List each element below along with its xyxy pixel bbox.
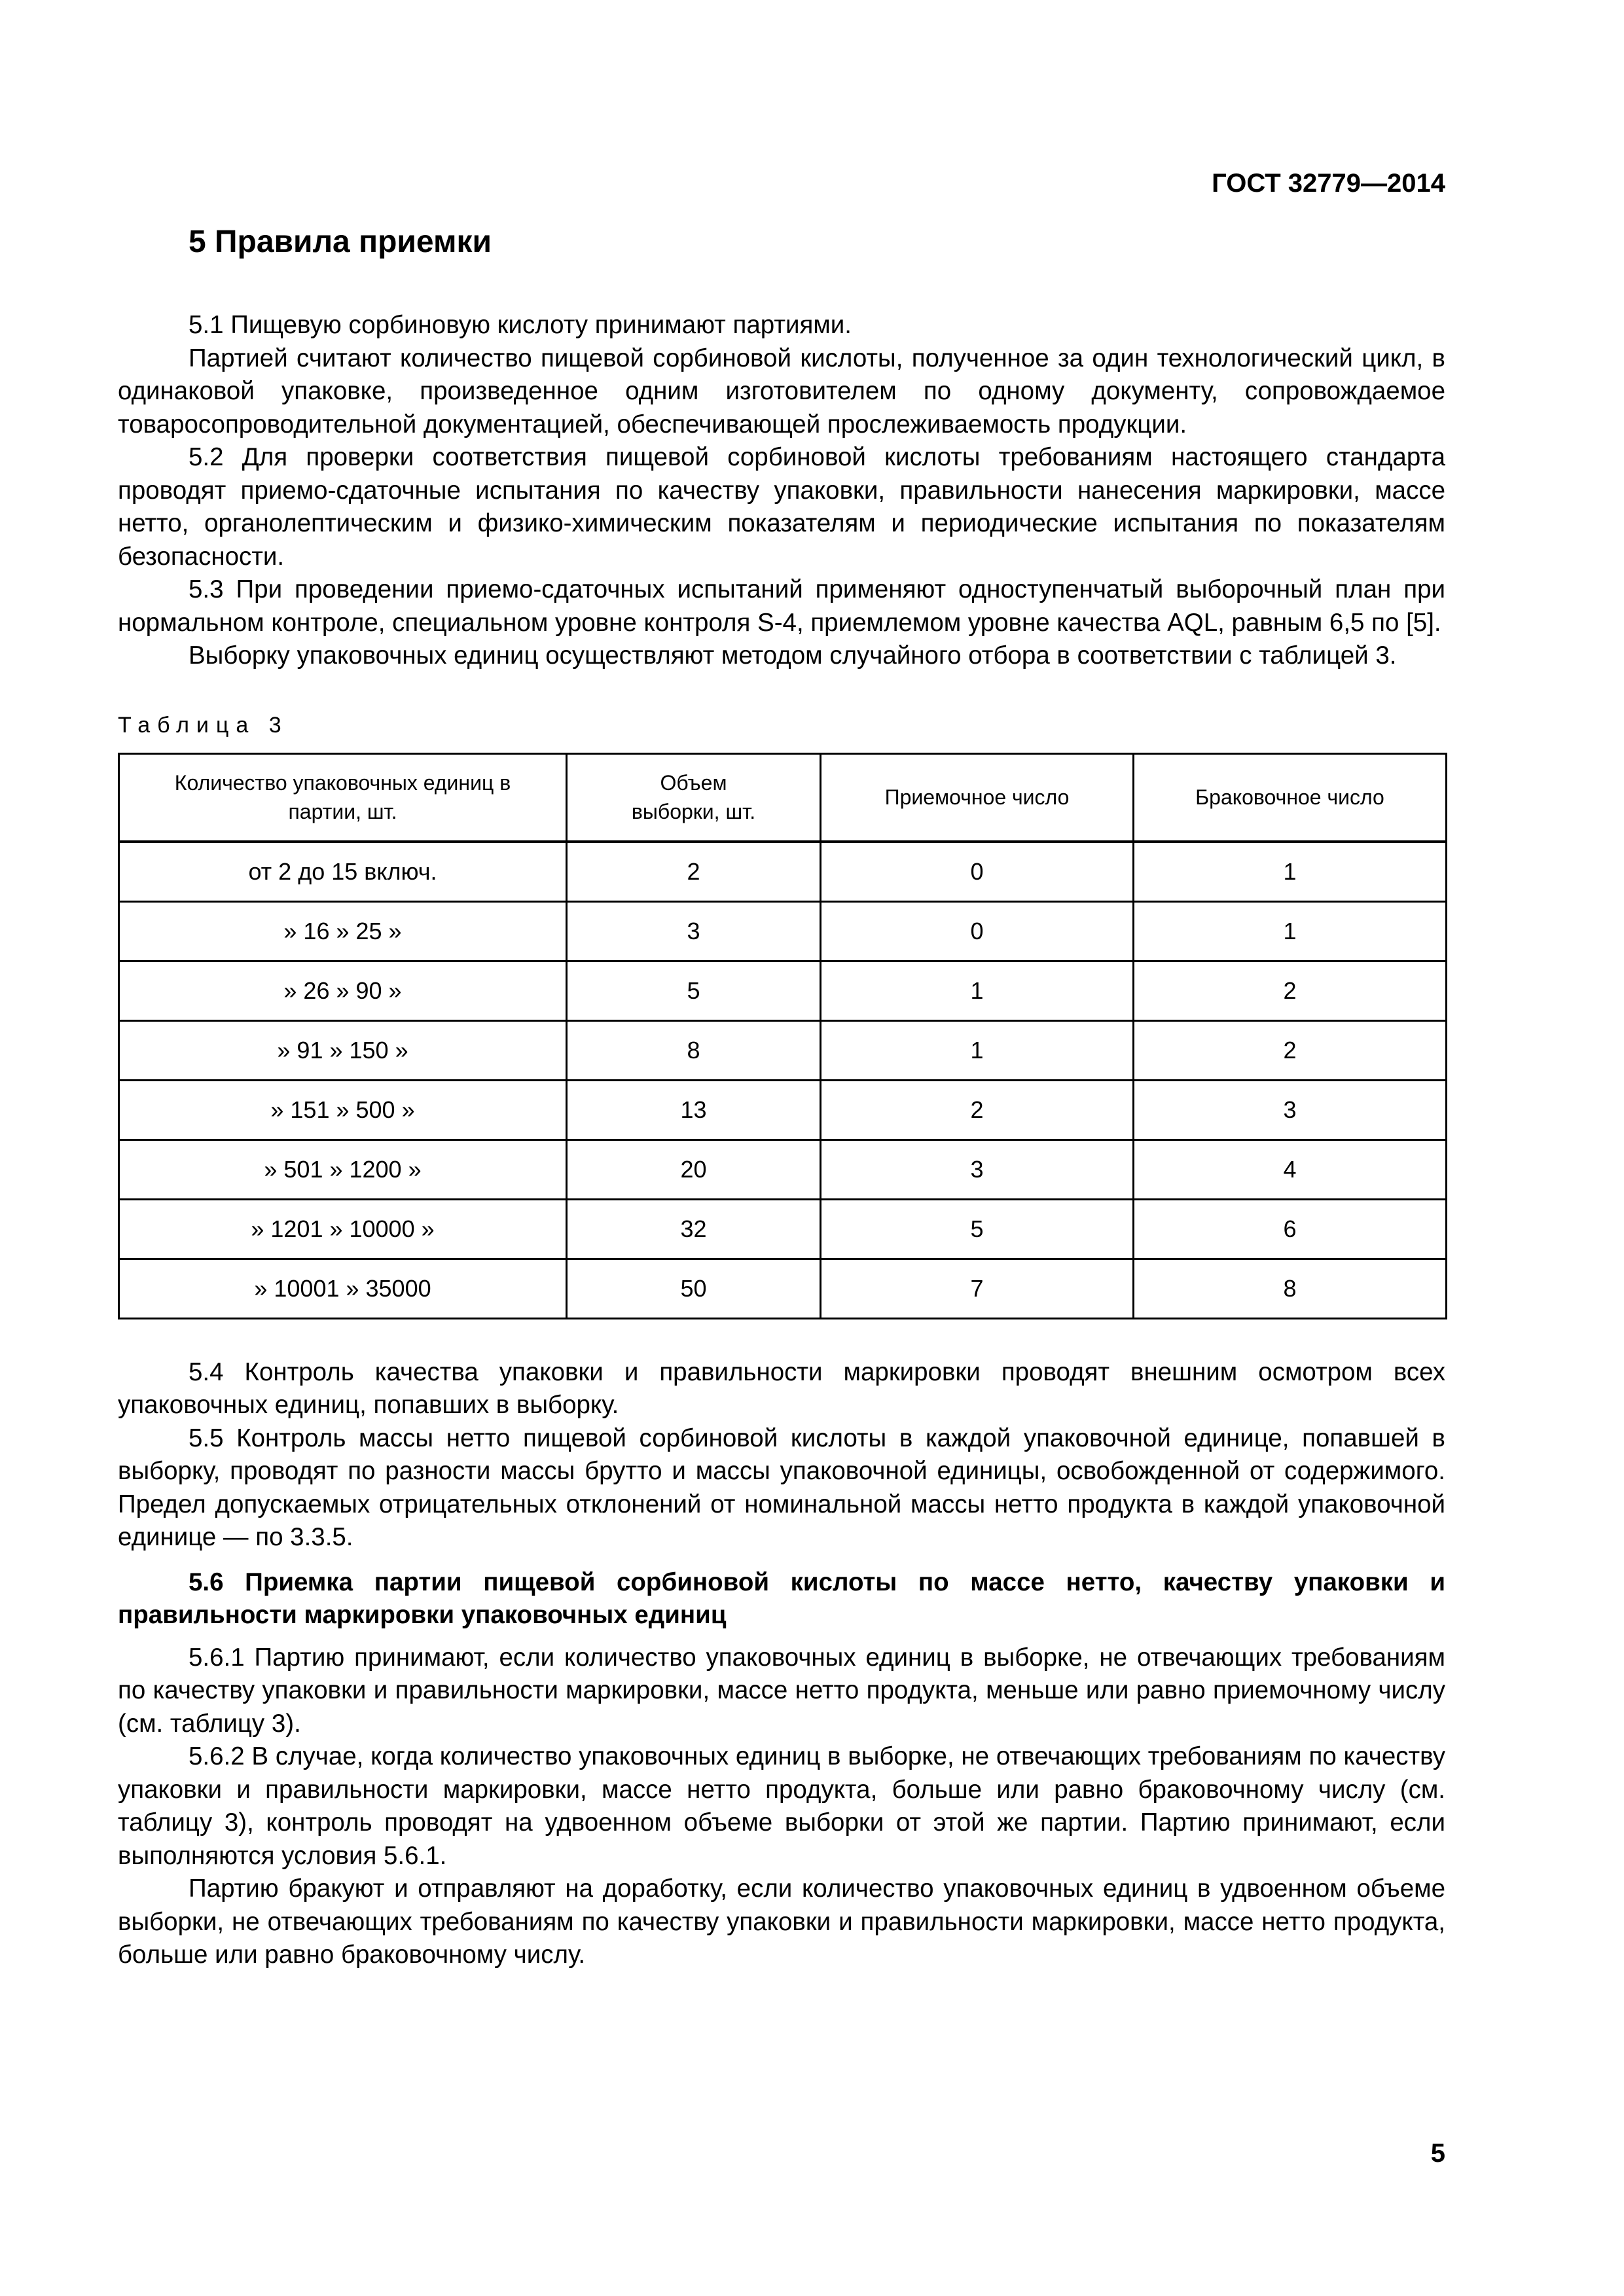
paragraph-5-4: 5.4 Контроль качества упаковки и правильности маркировки проводят внешним осмотром всех упаковочных единиц, попавших в выборку.	[118, 1357, 1445, 1419]
cell-rejection-number: 1	[1134, 901, 1447, 961]
cell-rejection-number: 2	[1134, 961, 1447, 1020]
paragraph-5-1: 5.1 Пищевую сорбиновую кислоту принимают партиями.	[189, 311, 852, 339]
cell-rejection-number: 8	[1134, 1259, 1447, 1318]
table-row	[119, 901, 1447, 961]
table-caption: Таблица 3	[118, 712, 289, 738]
paragraph-lot-definition: Партией считают количество пищевой сорбиновой кислоты, полученное за один технологический цикл, в одинаковой упаковке, произведенное одним изготовителем по одному документу, сопровождаемое товаросопроводительной документацией, обеспечивающей прослеживаемость продукции.	[118, 344, 1445, 439]
cell-rejection-number: 6	[1134, 1199, 1447, 1259]
cell-acceptance-number: 0	[821, 901, 1134, 961]
cell-acceptance-number: 0	[821, 842, 1134, 902]
cell-rejection-number: 1	[1134, 842, 1447, 902]
cell-acceptance-number: 1	[821, 961, 1134, 1020]
table-row	[119, 1080, 1447, 1139]
cell-lot-size: » 16 » 25 »	[119, 901, 567, 961]
table-row	[119, 1259, 1447, 1318]
table-header-row	[119, 753, 1447, 842]
page-number: 5	[1430, 2139, 1445, 2168]
cell-sample-size: 50	[567, 1259, 821, 1318]
cell-sample-size: 2	[567, 842, 821, 902]
paragraph-5-5: 5.5 Контроль массы нетто пищевой сорбиновой кислоты в каждой упаковочной единице, попавшей в выборку, проводят по разности массы брутто и массы упаковочной единицы, освобожденной от содержимого. Предел допускаемых отрицательных отклонений от номинальной массы нетто продукта в каждой упаковочной единице — по 3.3.5.	[118, 1424, 1445, 1551]
table-row	[119, 961, 1447, 1020]
cell-rejection-number: 4	[1134, 1139, 1447, 1199]
paragraph-5-2: 5.2 Для проверки соответствия пищевой сорбиновой кислоты требованиям настоящего стандарта проводят приемо-сдаточные испытания по качеству упаковки, правильности нанесения маркировки, массе нетто, органолептическим и физико-химическим показателям и периодические испытания по показателям безопасности.	[118, 443, 1445, 571]
header-acceptance-number: Приемочное число	[821, 753, 1134, 842]
cell-sample-size: 8	[567, 1020, 821, 1080]
paragraph-rejection: Партию бракуют и отправляют на доработку, если количество упаковочных единиц в удвоенном объеме выборки, не отвечающих требованиям по качеству упаковки и правильности маркировки, массе нетто продукта, больше или равно браковочному числу.	[118, 1874, 1445, 1969]
cell-sample-size: 20	[567, 1139, 821, 1199]
paragraph-5-6-2: 5.6.2 В случае, когда количество упаковочных единиц в выборке, не отвечающих требованиям по качеству упаковки и правильности маркировки, массе нетто продукта, больше или равно браковочному числу (см. таблицу 3), контроль проводят на удвоенном объеме выборки от этой же партии. Партию принимают, если выполняются условия 5.6.1.	[118, 1742, 1445, 1870]
cell-acceptance-number: 1	[821, 1020, 1134, 1080]
cell-lot-size: от 2 до 15 включ.	[119, 842, 567, 902]
cell-lot-size: » 1201 » 10000 »	[119, 1199, 567, 1259]
table-row	[119, 1020, 1447, 1080]
cell-rejection-number: 3	[1134, 1080, 1447, 1139]
cell-sample-size: 13	[567, 1080, 821, 1139]
cell-lot-size: » 26 » 90 »	[119, 961, 567, 1020]
cell-acceptance-number: 2	[821, 1080, 1134, 1139]
table-row	[119, 1139, 1447, 1199]
cell-sample-size: 3	[567, 901, 821, 961]
table-row	[119, 842, 1447, 902]
header-sample-size: Объем выборки, шт.	[567, 753, 821, 842]
paragraph-5-3: 5.3 При проведении приемо-сдаточных испытаний применяют одноступенчатый выборочный план при нормальном контроле, специальном уровне контроля S-4, приемлемом уровне качества AQL, равным 6,5 по [5].	[118, 575, 1445, 637]
cell-lot-size: » 501 » 1200 »	[119, 1139, 567, 1199]
document-code: ГОСТ 32779—2014	[1212, 169, 1445, 198]
section-title: 5 Правила приемки	[189, 224, 492, 259]
paragraph-sampling: Выборку упаковочных единиц осуществляют методом случайного отбора в соответствии с таблицей 3.	[189, 641, 1397, 670]
subsection-title: 5.6 Приемка партии пищевой сорбиновой кислоты по массе нетто, качеству упаковки и правильности маркировки упаковочных единиц	[118, 1568, 1445, 1629]
page-content	[118, 223, 1445, 1972]
table-row	[119, 1199, 1447, 1259]
cell-lot-size: » 151 » 500 »	[119, 1080, 567, 1139]
cell-rejection-number: 2	[1134, 1020, 1447, 1080]
cell-sample-size: 5	[567, 961, 821, 1020]
cell-sample-size: 32	[567, 1199, 821, 1259]
sampling-table	[118, 753, 1447, 1319]
cell-acceptance-number: 3	[821, 1139, 1134, 1199]
header-rejection-number: Браковочное число	[1134, 753, 1447, 842]
cell-lot-size: » 10001 » 35000	[119, 1259, 567, 1318]
header-lot-size: Количество упаковочных единиц в партии, шт.	[119, 753, 567, 842]
paragraph-5-6-1: 5.6.1 Партию принимают, если количество упаковочных единиц в выборке, не отвечающих требованиям по качеству упаковки и правильности маркировки, массе нетто продукта, меньше или равно приемочному числу (см. таблицу 3).	[118, 1643, 1445, 1738]
cell-acceptance-number: 7	[821, 1259, 1134, 1318]
cell-lot-size: » 91 » 150 »	[119, 1020, 567, 1080]
cell-acceptance-number: 5	[821, 1199, 1134, 1259]
